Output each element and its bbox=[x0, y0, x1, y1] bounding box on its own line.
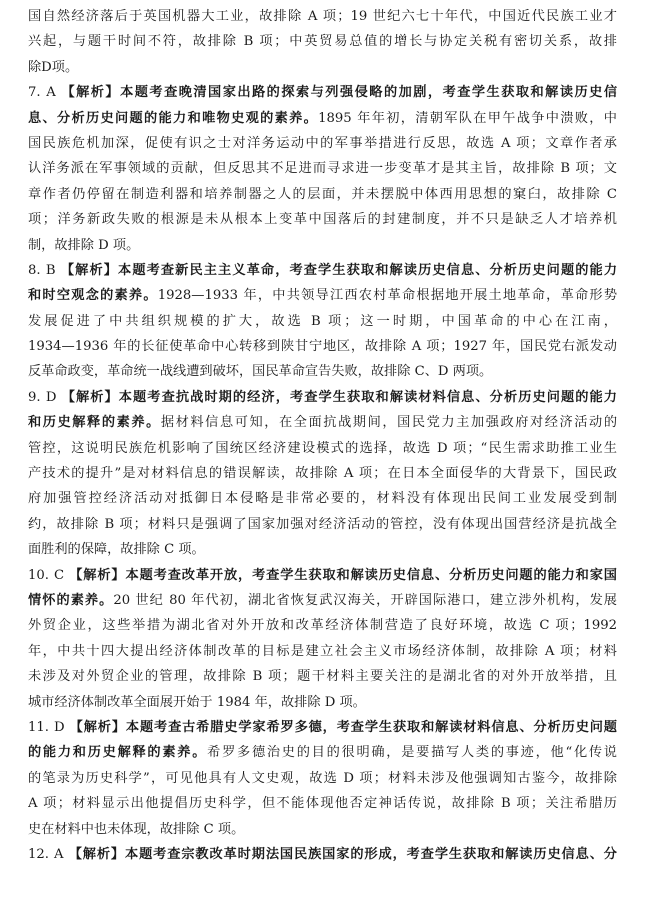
analysis-text: 1895 年年初，清朝军队在甲午战争中溃败，中 bbox=[318, 110, 617, 126]
text-line: 反革命政变，革命统一战线遭到破坏，国民革命宣告失败，故排除 C、D 两项。 bbox=[28, 364, 493, 380]
answer-number: 7. A bbox=[28, 85, 56, 101]
text-line: 年，中共十四大提出经济体制改革的目标是建立社会主义市场经济体制，故排除 A 项；材料 bbox=[28, 643, 617, 659]
analysis-text: 据材料信息可知，在全面抗战期间，国民党力主加强政府对经济活动的 bbox=[160, 415, 617, 431]
analysis-tag: 【解析】 bbox=[68, 846, 126, 862]
answer-number: 10. C bbox=[28, 567, 65, 583]
answer-item-7 bbox=[28, 80, 617, 258]
analysis-heading: 本题考查改革开放，考查学生获取和解读历史信息、分析历史问题的能力和家国 bbox=[125, 567, 617, 583]
answer-item-11 bbox=[28, 715, 617, 842]
text-line: 外贸企业，这些举措为湖北省对外开放和改革经济体制营造了良好环境，故选 C 项；1992 bbox=[28, 618, 617, 634]
analysis-text: 20 世纪 80 年代初，湖北省恢复武汉海关，开辟国际港口，建立涉外机构，发展 bbox=[113, 592, 617, 608]
text-line: 国民族危机加深，促使有识之士对洋务运动中的军事举措进行反思，故选 A 项；文章作者承 bbox=[28, 135, 617, 151]
answer-number: 9. D bbox=[28, 389, 57, 405]
text-line: 国自然经济落后于英国机器大工业，故排除 A 项；19 世纪六七十年代，中国近代民族工业才 bbox=[28, 9, 617, 24]
item-first-line bbox=[28, 563, 617, 588]
item-first-line bbox=[28, 715, 617, 740]
text-line: 章作者仍停留在制造利器和培养制器之人的层面，并未摆脱中体西用思想的窠臼，故排除 C bbox=[28, 186, 617, 202]
text-line: 制，故排除 D 项。 bbox=[28, 237, 140, 253]
analysis-heading: 本题考查抗战时期的经济，考查学生获取和解读材料信息、分析历史问题的能力 bbox=[118, 389, 617, 405]
analysis-heading-cont: 情怀的素养。 bbox=[28, 592, 114, 608]
text-line: 府加强管控经济活动对抵御日本侵略是非常必要的，材料没有体现出民间工业发展受到制 bbox=[28, 491, 617, 507]
text-line: 除D项。 bbox=[28, 59, 79, 75]
analysis-heading-cont: 的能力和历史解释的素养。 bbox=[28, 745, 208, 761]
answer-item-9 bbox=[28, 385, 617, 563]
text-line: 1934—1936 年的长征使革命中心转移到陕甘宁地区，故排除 A 项；1927 年，国民党右派发动 bbox=[28, 339, 617, 355]
analysis-tag: 【解析】 bbox=[61, 85, 121, 101]
analysis-heading: 本题考查古希腊史学家希罗多德，考查学生获取和解读材料信息、分析历史问题 bbox=[125, 719, 617, 735]
analysis-text: 希罗多德治史的目的很明确，是要描写人类的事迹，他“化传说 bbox=[207, 745, 617, 761]
text-line: 的笔录为历史科学”，可见他具有人文史观，故选 D 项；材料未涉及他强调知古鉴今，故排除 bbox=[28, 770, 617, 786]
text-line: 兴起，与题干时间不符，故排除 B 项；中英贸易总值的增长与协定关税有密切关系，故排 bbox=[28, 34, 617, 50]
text-line bbox=[28, 106, 617, 131]
text-line: 认洋务派在军事领域的贡献，但反思其不足进而寻求进一步变革才是其主旨，故排除 B 项；文 bbox=[28, 161, 617, 177]
analysis-heading: 本题考查晚清国家出路的探索与列强侵略的加剧，考查学生获取和解读历史信 bbox=[120, 85, 617, 101]
text-line bbox=[28, 283, 617, 308]
text-line: 面胜利的保障，故排除 C 项。 bbox=[28, 542, 205, 558]
analysis-heading-cont: 和时空观念的素养。 bbox=[28, 288, 158, 304]
analysis-tag: 【解析】 bbox=[69, 719, 126, 735]
text-line: 发展促进了中共组织规模的扩大，故选 B 项；这一时期，中国革命的中心在江南， bbox=[28, 313, 617, 329]
text-line: 产技术的提升”是对材料信息的错误解读，故排除 A 项；在日本全面侵华的大背景下，国民政 bbox=[28, 466, 617, 482]
analysis-heading-cont: 息、分析历史问题的能力和唯物史观的素养。 bbox=[28, 110, 319, 126]
analysis-tag: 【解析】 bbox=[69, 567, 126, 583]
text-line bbox=[28, 740, 617, 765]
text-line: 管控，这说明民族危机影响了国统区经济建设模式的选择，故选 D 项；“民生需求助推工业生 bbox=[28, 440, 617, 456]
text-line bbox=[28, 410, 617, 435]
answer-item-10 bbox=[28, 563, 617, 715]
analysis-heading: 本题考查宗教改革时期法国民族国家的形成，考查学生获取和解读历史信息、分 bbox=[125, 846, 617, 862]
answer-item-8 bbox=[28, 258, 617, 385]
item-first-line bbox=[28, 258, 617, 283]
analysis-heading: 本题考查新民主主义革命，考查学生获取和解读历史信息、分析历史问题的能力 bbox=[118, 262, 617, 278]
answer-number: 11. D bbox=[28, 719, 65, 735]
intro-paragraph bbox=[28, 4, 617, 80]
text-line: A 项；材料显示出他提倡历史科学，但不能体现他否定神话传说，故排除 B 项；关注希腊历 bbox=[28, 796, 617, 812]
answer-number: 8. B bbox=[28, 262, 56, 278]
analysis-text: 1928—1933 年，中共领导江西农村革命根据地开展土地革命，革命形势 bbox=[157, 288, 617, 304]
item-first-line bbox=[28, 80, 617, 105]
text-line: 约，故排除 B 项；材料只是强调了国家加强对经济活动的管控，没有体现出国营经济是抗战全 bbox=[28, 516, 617, 532]
item-first-line bbox=[28, 385, 617, 410]
analysis-heading-cont: 和历史解释的素养。 bbox=[28, 415, 161, 431]
text-line: 未涉及对外贸企业的管理，故排除 B 项；题干材料主要关注的是湖北省的对外开放举措，且 bbox=[28, 669, 617, 685]
text-line: 项；洋务新政失败的根源是未从根本上变革中国落后的封建制度，并不只是缺乏人才培养机 bbox=[28, 212, 617, 228]
text-line: 城市经济体制改革全面展开始于 1984 年，故排除 D 项。 bbox=[28, 694, 366, 710]
text-line: 史在材料中也未体现，故排除 C 项。 bbox=[28, 821, 245, 837]
text-line bbox=[28, 588, 617, 613]
answer-item-12 bbox=[28, 842, 617, 867]
answer-number: 12. A bbox=[28, 846, 64, 862]
analysis-tag: 【解析】 bbox=[61, 389, 119, 405]
item-first-line bbox=[28, 842, 617, 867]
analysis-tag: 【解析】 bbox=[60, 262, 119, 278]
